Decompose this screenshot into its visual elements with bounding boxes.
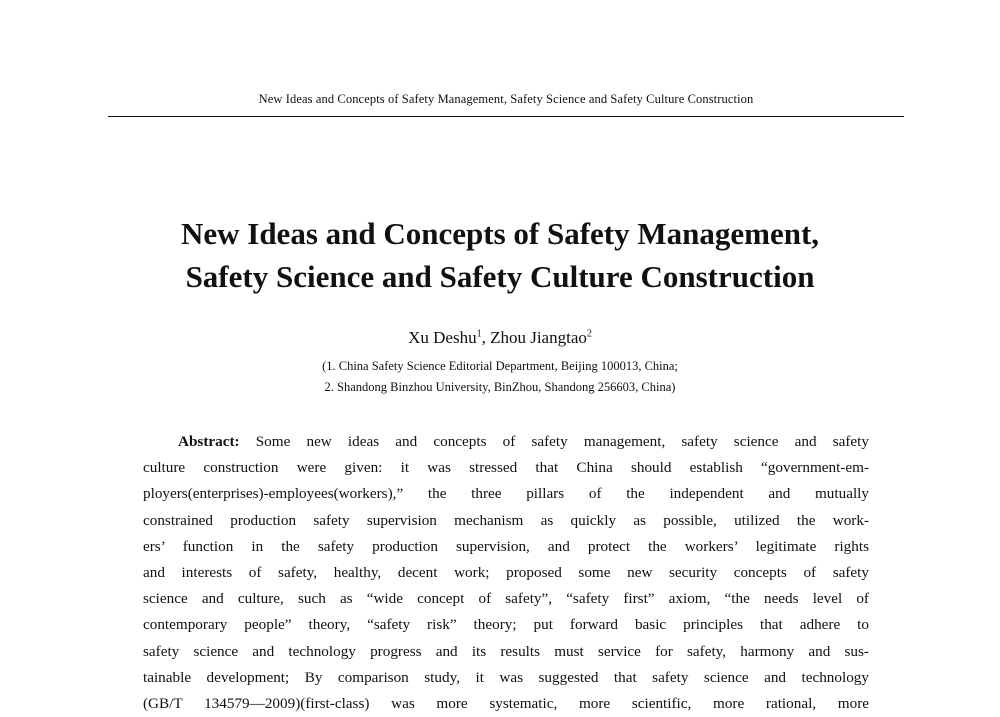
- abstract-line: science and culture, such as “wide concept of safety”, “safety first” axiom, “the needs level of: [143, 590, 869, 608]
- abstract-line: ployers(enterprises)-employees(workers),” the three pillars of the independent and mutually: [143, 485, 869, 503]
- running-header: New Ideas and Concepts of Safety Management, Safety Science and Safety Culture Construction: [258, 92, 754, 106]
- abstract-line: tainable development; By comparison study, it was suggested that safety science and technology: [143, 668, 869, 686]
- affiliation-line: (1. China Safety Science Editorial Department, Beijing 100013, China;: [322, 359, 678, 373]
- author-name: Zhou Jiangtao: [490, 328, 587, 347]
- abstract-label: Abstract:: [178, 433, 240, 450]
- abstract-line: culture construction were given: it was stressed that China should establish “government-em-: [143, 459, 869, 477]
- abstract: [143, 429, 869, 717]
- title-line-1: New Ideas and Concepts of Safety Management,: [180, 216, 820, 251]
- author-list: [60, 328, 940, 348]
- author-name: Xu Deshu: [408, 328, 477, 347]
- title-line-2: Safety Science and Safety Culture Construction: [185, 259, 815, 294]
- author-separator: ,: [481, 328, 491, 347]
- affiliations: [60, 356, 940, 398]
- abstract-text: Some new ideas and concepts of safety management, safety science and safety: [239, 433, 869, 450]
- affiliation-line: 2. Shandong Binzhou University, BinZhou, Shandong 256603, China): [324, 380, 676, 394]
- affiliation-mark: 1: [476, 328, 482, 340]
- abstract-line: and interests of safety, healthy, decent work; proposed some new security concepts of safety: [143, 564, 869, 582]
- abstract-line: ers’ function in the safety production supervision, and protect the workers’ legitimate rights: [143, 537, 869, 555]
- header-rule: [108, 116, 904, 117]
- paper-title: [60, 212, 940, 298]
- abstract-line: contemporary people” theory, “safety risk” theory; put forward basic principles that adhere to: [143, 616, 869, 634]
- abstract-line: (GB/T 134579—2009)(first-class) was more systematic, more scientific, more rational, more: [143, 695, 869, 713]
- abstract-line: [143, 429, 869, 455]
- abstract-line: safety science and technology progress and its results must service for safety, harmony and sus-: [143, 642, 869, 660]
- abstract-line: constrained production safety supervision mechanism as quickly as possible, utilized the work-: [143, 511, 869, 529]
- affiliation-mark: 2: [586, 328, 592, 340]
